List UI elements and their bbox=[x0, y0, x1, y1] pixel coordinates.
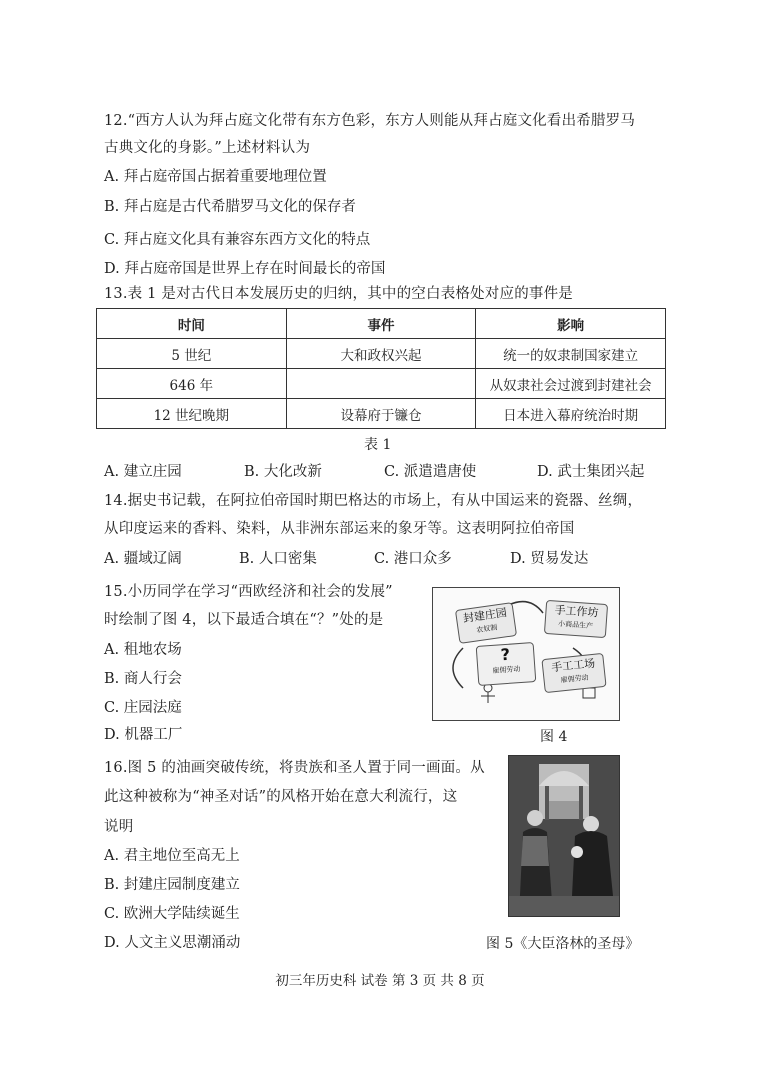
q12-option-b: B. 拜占庭是古代希腊罗马文化的保存者 bbox=[104, 199, 356, 215]
figure-4-card-workshop-sub: 小商品生产 bbox=[557, 619, 594, 631]
figure-4-card-question bbox=[476, 642, 537, 686]
q16-option-d: D. 人文主义思潮涌动 bbox=[104, 935, 241, 951]
q15-option-a: A. 租地农场 bbox=[104, 642, 182, 658]
q13-option-b: B. 大化改新 bbox=[244, 464, 322, 480]
figure-4-card-workshop-title: 手工作坊 bbox=[554, 603, 599, 620]
q16-option-b: B. 封建庄园制度建立 bbox=[104, 877, 240, 893]
figure-4-card-workshop bbox=[544, 600, 608, 638]
table-cell: 设幕府于镰仓 bbox=[286, 399, 476, 429]
page-footer: 初三年历史科 试卷 第 3 页 共 8 页 bbox=[275, 973, 485, 989]
q14-stem-line2: 从印度运来的香料、染料，从非洲东部运来的象牙等。这表明阿拉伯帝国 bbox=[104, 521, 575, 537]
figure-5-caption: 图 5《大臣洛林的圣母》 bbox=[486, 936, 640, 952]
q13-stem: 13.表 1 是对古代日本发展历史的归纳，其中的空白表格处对应的事件是 bbox=[104, 286, 574, 302]
figure-4-caption: 图 4 bbox=[540, 729, 568, 745]
figure-5-painting-image bbox=[509, 756, 619, 916]
figure-4-question-mark: ? bbox=[500, 644, 511, 665]
q12-stem-line2: 古典文化的身影。”上述材料认为 bbox=[104, 140, 311, 156]
q12-option-a: A. 拜占庭帝国占据着重要地理位置 bbox=[104, 169, 327, 185]
q13-option-c: C. 派遣遣唐使 bbox=[384, 464, 477, 480]
table-row bbox=[97, 399, 666, 429]
q12-stem-line1: 12.“西方人认为拜占庭文化带有东方色彩，东方人则能从拜占庭文化看出希腊罗马 bbox=[104, 113, 636, 129]
table-cell: 5 世纪 bbox=[97, 339, 287, 369]
q15-stem-line1: 15.小历同学在学习“西欧经济和社会的发展” bbox=[104, 584, 393, 600]
table-cell: 大和政权兴起 bbox=[286, 339, 476, 369]
table-cell: 12 世纪晚期 bbox=[97, 399, 287, 429]
q16-option-a: A. 君主地位至高无上 bbox=[104, 848, 240, 864]
table-header-cell: 事件 bbox=[286, 309, 476, 339]
figure-4-card-manufactory-sub: 雇佣劳动 bbox=[560, 673, 589, 685]
table-caption: 表 1 bbox=[364, 437, 392, 453]
table-cell: 646 年 bbox=[97, 369, 287, 399]
q15-option-c: C. 庄园法庭 bbox=[104, 700, 182, 716]
q15-option-b: B. 商人行会 bbox=[104, 671, 182, 687]
figure-4-card-manor-title: 封建庄园 bbox=[462, 606, 508, 626]
table-cell: 从奴隶社会过渡到封建社会 bbox=[476, 369, 666, 399]
q14-option-d: D. 贸易发达 bbox=[510, 551, 589, 567]
table-header-cell: 时间 bbox=[97, 309, 287, 339]
table-header-cell: 影响 bbox=[476, 309, 666, 339]
figure-4-card-manufactory-title: 手工工场 bbox=[550, 656, 596, 675]
figure-4-card-manor-sub: 农奴制 bbox=[475, 623, 498, 635]
q16-stem-line3: 说明 bbox=[104, 819, 134, 835]
figure-4-card-manufactory bbox=[541, 653, 606, 693]
figure-4-card-question-sub: 雇佣劳动 bbox=[492, 665, 521, 675]
q13-option-a: A. 建立庄园 bbox=[104, 464, 182, 480]
q13-option-d: D. 武士集团兴起 bbox=[537, 464, 645, 480]
q16-stem-line2: 此这种被称为“神圣对话”的风格开始在意大利流行，这 bbox=[104, 789, 458, 805]
figure-5-painting bbox=[508, 755, 620, 917]
q12-option-c: C. 拜占庭文化具有兼容东西方文化的特点 bbox=[104, 232, 371, 248]
q14-option-b: B. 人口密集 bbox=[239, 551, 317, 567]
table-row bbox=[97, 369, 666, 399]
figure-4-diagram bbox=[432, 587, 620, 721]
table-header-row bbox=[97, 309, 666, 339]
q14-stem-line1: 14.据史书记载，在阿拉伯帝国时期巴格达的市场上，有从中国运来的瓷器、丝绸， bbox=[104, 493, 643, 509]
history-table bbox=[96, 308, 666, 429]
table-row bbox=[97, 339, 666, 369]
q14-option-c: C. 港口众多 bbox=[374, 551, 452, 567]
table-cell-blank bbox=[286, 369, 476, 399]
q12-option-d: D. 拜占庭帝国是世界上存在时间最长的帝国 bbox=[104, 261, 386, 277]
q16-option-c: C. 欧洲大学陆续诞生 bbox=[104, 906, 240, 922]
q15-option-d: D. 机器工厂 bbox=[104, 727, 183, 743]
q14-option-a: A. 疆域辽阔 bbox=[104, 551, 182, 567]
q16-stem-line1: 16.图 5 的油画突破传统，将贵族和圣人置于同一画面。从 bbox=[104, 760, 485, 776]
table-cell: 统一的奴隶制国家建立 bbox=[476, 339, 666, 369]
table-cell: 日本进入幕府统治时期 bbox=[476, 399, 666, 429]
q15-stem-line2: 时绘制了图 4，以下最适合填在“？”处的是 bbox=[104, 612, 384, 628]
